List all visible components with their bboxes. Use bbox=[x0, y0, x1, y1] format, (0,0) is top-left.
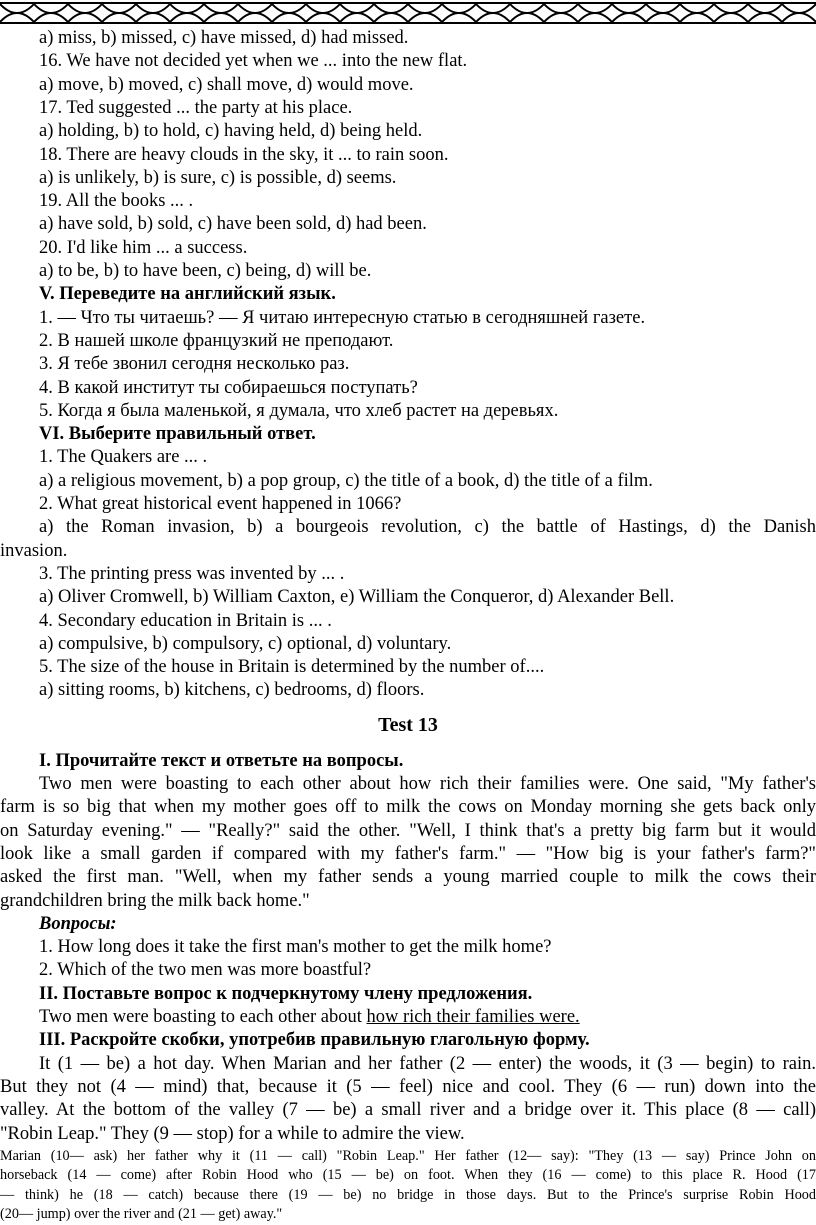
text-line: asked the first man. "Well, when my father sends a young married couple to milk the cows their bbox=[0, 867, 816, 888]
text-line: a) a religious movement, b) a pop group, c) the title of a book, d) the title of a film. bbox=[39, 470, 653, 491]
text-line: — think) he (18 — catch) because there (19 — be) no bridge in those days. But to the Prince's surprise Robin Hood bbox=[0, 1186, 816, 1203]
text-line: 2. What great historical event happened in 1066? bbox=[39, 494, 402, 514]
text-line: 20. I'd like him ... a success. bbox=[39, 237, 248, 258]
text-line: 1. — Что ты читаешь? — Я читаю интересную статью в сегодняшней газете. bbox=[39, 307, 646, 328]
text-line: Two men were boasting to each other about how rich their families were. One said, "My father's bbox=[39, 774, 816, 794]
text-line: on Saturday evening." — "Really?" said the other. "Well, I think that's a pretty big farm but it would bbox=[0, 820, 816, 841]
text-line: I. Прочитайте текст и ответьте на вопросы. bbox=[39, 750, 404, 771]
text-line: Marian (10— ask) her father why it (11 — call) "Robin Leap." Her father (12— say): "They (13 — say) Prince John on bbox=[0, 1147, 816, 1164]
text-line: look like a small garden if compared with my father's farm." — "How big is your father's farm?" bbox=[0, 843, 816, 864]
text-line: farm is so big that when my mother goes off to milk the cows on Monday morning she gets back only bbox=[0, 797, 816, 818]
text-line: "Robin Leap." They (9 — stop) for a while to admire the view. bbox=[0, 1123, 465, 1144]
border-pattern-icon bbox=[0, 0, 816, 26]
text-line: horseback (14 — come) after Robin Hood who (15 — be) on foot. When they (16 — come) to this place R. Hood (17 bbox=[0, 1167, 816, 1184]
text-line: 2. Which of the two men was more boastful? bbox=[39, 960, 372, 981]
underlined-sentence bbox=[0, 1005, 816, 1029]
text-line: valley. At the bottom of the valley (7 — be) a small river and a bridge over it. This place (8 — call) bbox=[0, 1100, 816, 1121]
text-line: VI. Выберите правильный ответ. bbox=[39, 424, 316, 445]
text-line: a) Oliver Cromwell, b) William Caxton, e) William the Conqueror, d) Alexander Bell. bbox=[39, 587, 675, 608]
text-line: 1. The Quakers are ... . bbox=[39, 447, 208, 468]
text-line: a) sitting rooms, b) kitchens, c) bedrooms, d) floors. bbox=[39, 680, 425, 701]
text-line: 19. All the books ... . bbox=[39, 191, 194, 212]
underlined-part: how rich their families were. bbox=[366, 1007, 580, 1027]
text-line: 18. There are heavy clouds in the sky, it ... to rain soon. bbox=[39, 144, 449, 165]
text-line: a) have sold, b) sold, c) have been sold, d) had been. bbox=[39, 214, 427, 235]
text-line: a) compulsive, b) compulsory, c) optional, d) voluntary. bbox=[39, 633, 452, 654]
text-line: V. Переведите на английский язык. bbox=[39, 284, 336, 305]
test-title: Test 13 bbox=[378, 713, 438, 736]
text-line: 5. The size of the house in Britain is determined by the number of.... bbox=[39, 657, 545, 678]
decorative-border bbox=[0, 0, 816, 26]
text-line: 17. Ted suggested ... the party at his place. bbox=[39, 97, 353, 118]
text-line: II. Поставьте вопрос к подчеркнутому члену предложения. bbox=[39, 983, 533, 1004]
text-line: III. Раскройте скобки, употребив правильную глагольную форму. bbox=[39, 1030, 590, 1051]
sentence-start: Two men were boasting to each other about bbox=[39, 1007, 367, 1027]
text-line: 4. Secondary education in Britain is ... . bbox=[39, 610, 332, 631]
text-line: 3. The printing press was invented by ... . bbox=[39, 563, 345, 584]
text-line: a) miss, b) missed, c) have missed, d) had missed. bbox=[39, 28, 409, 48]
text-line: 16. We have not decided yet when we ... into the new flat. bbox=[39, 51, 468, 72]
text-line: But they not (4 — mind) that, because it (5 — feel) nice and cool. They (6 — run) down into the bbox=[0, 1076, 816, 1097]
text-line: 5. Когда я была маленькой, я думала, что хлеб растет на деревьях. bbox=[39, 400, 559, 421]
text-line: invasion. bbox=[0, 540, 68, 561]
text-line: Вопросы: bbox=[39, 913, 117, 934]
text-line: a) move, b) moved, c) shall move, d) would move. bbox=[39, 74, 414, 95]
text-line: 1. How long does it take the first man's mother to get the milk home? bbox=[39, 937, 552, 958]
text-line: 3. Я тебе звонил сегодня несколько раз. bbox=[39, 354, 350, 375]
text-line: a) to be, b) to have been, c) being, d) will be. bbox=[39, 261, 372, 281]
text-line: grandchildren bring the milk back home." bbox=[0, 890, 310, 911]
text-line: a) the Roman invasion, b) a bourgeois revolution, c) the battle of Hastings, d) the Danish bbox=[39, 517, 816, 538]
text-line: (20— jump) over the river and (21 — get) away." bbox=[0, 1206, 283, 1222]
text-line: a) is unlikely, b) is sure, c) is possible, d) seems. bbox=[39, 167, 397, 188]
text-line: a) holding, b) to hold, c) having held, d) being held. bbox=[39, 121, 423, 142]
text-line: 4. В какой институт ты собираешься поступать? bbox=[39, 377, 418, 398]
text-line: It (1 — be) a hot day. When Marian and her father (2 — enter) the woods, it (3 — begin) to rain. bbox=[39, 1053, 816, 1074]
text-line: 2. В нашей школе французкий не преподают. bbox=[39, 330, 394, 351]
